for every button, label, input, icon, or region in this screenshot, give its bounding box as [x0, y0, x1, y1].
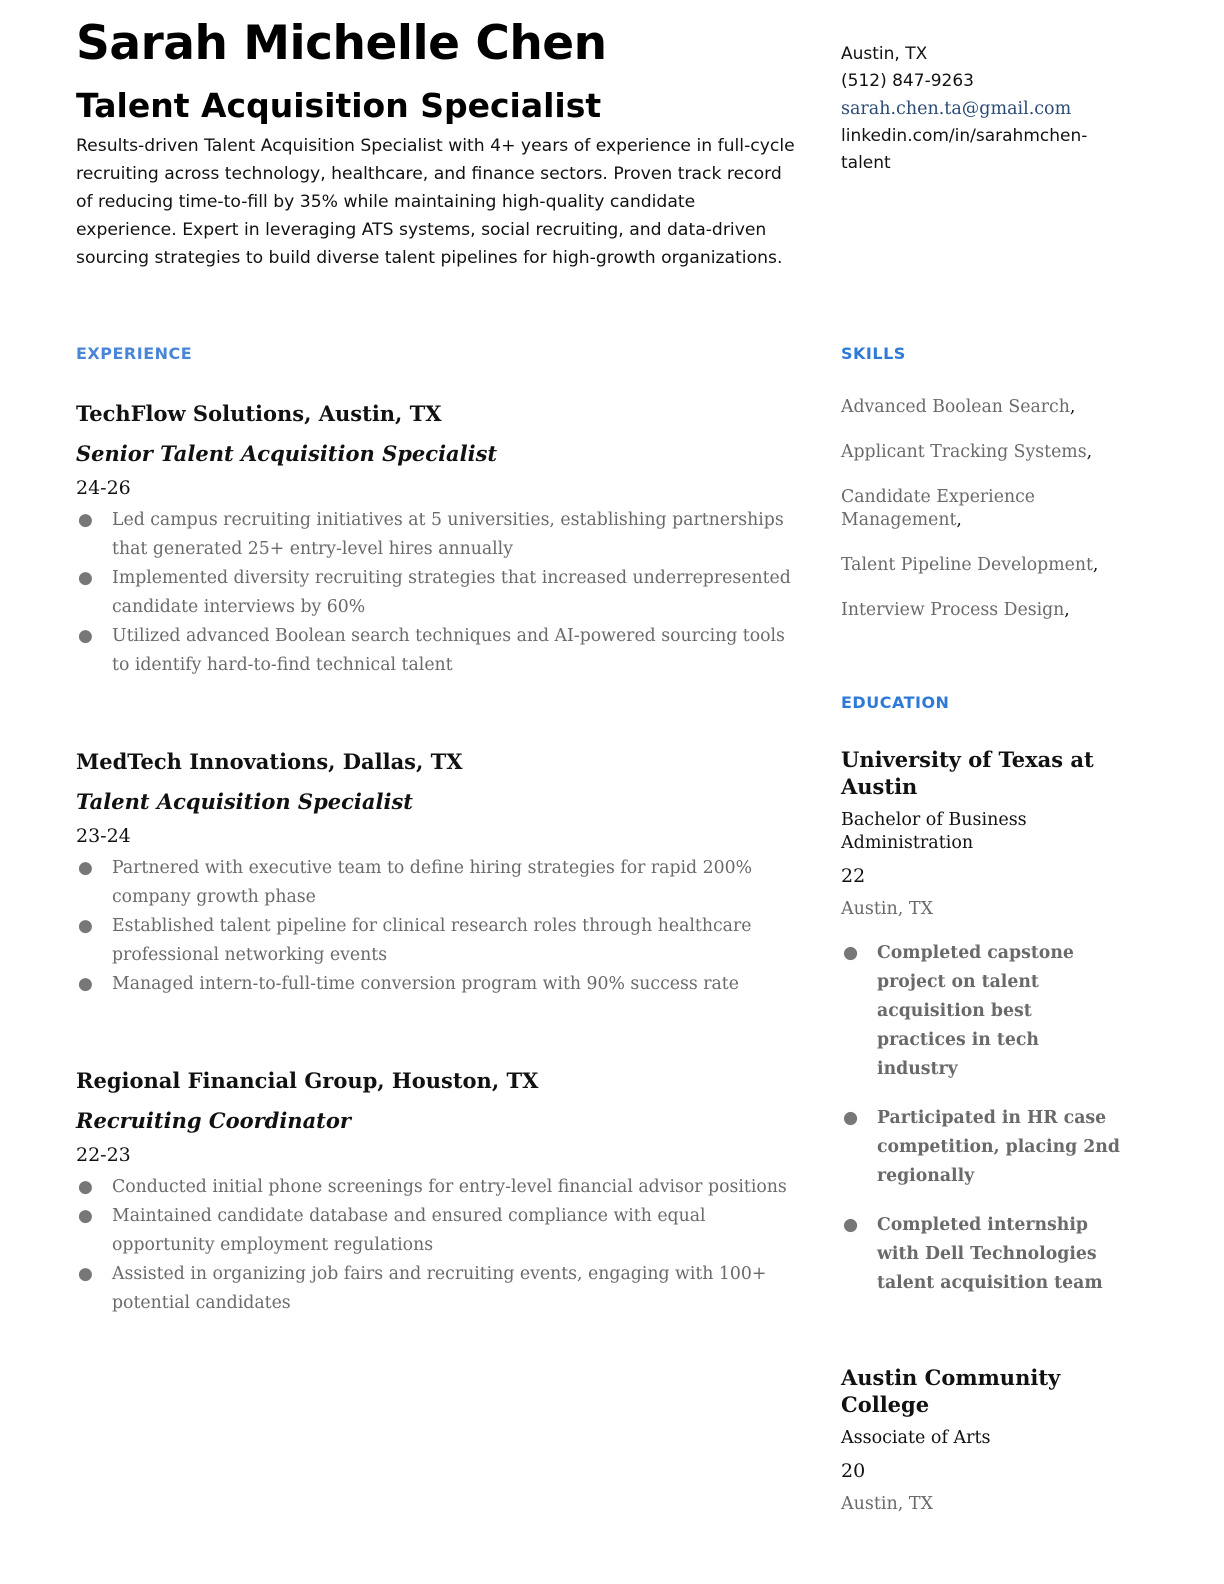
job-bullet [76, 912, 796, 970]
skill-label: Talent Pipeline Development [841, 555, 1093, 575]
bullet-dot-icon: ● [78, 1264, 93, 1284]
education-bullet [841, 939, 1121, 1084]
contact-email-link[interactable]: sarah.chen.ta@gmail.com [841, 98, 1072, 119]
education-heading: EDUCATION [841, 693, 950, 712]
bullet-dot-icon: ● [78, 1177, 93, 1197]
professional-summary: Results-driven Talent Acquisition Specialist with 4+ years of experience in full-cycle recruiting across technology, healthcare, and finance sectors. Proven track record of reducing time-to-fill by 35% while maintaining high-quality candidate experience. Expert in leveraging ATS systems, social recruiting, and data-driven sourcing strategies to build diverse talent pipelines for high-growth organizations. [76, 136, 795, 268]
skills-heading: SKILLS [841, 344, 906, 363]
experience-heading: EXPERIENCE [76, 344, 193, 363]
school-location: Austin, TX [841, 899, 934, 919]
degree-name: Associate of Arts [841, 1428, 991, 1448]
skill-label: Candidate Experience Management [841, 487, 1035, 530]
bullet-dot-icon: ● [78, 974, 93, 994]
job-bullet [76, 1173, 796, 1202]
education-bullet-text: Participated in HR case competition, placing 2nd regionally [877, 1108, 1120, 1186]
skill-item [841, 396, 1131, 419]
skill-item [841, 599, 1131, 622]
experience-entry [76, 399, 796, 680]
bullet-dot-icon: ● [78, 626, 93, 646]
job-bullet [76, 854, 796, 912]
job-bullet-text: Maintained candidate database and ensured compliance with equal opportunity employment regulations [112, 1206, 706, 1255]
bullet-dot-icon: ● [843, 1215, 859, 1235]
job-bullet [76, 622, 796, 680]
job-bullet [76, 1260, 796, 1318]
company-name: Regional Financial Group, Houston, TX [76, 1068, 539, 1093]
job-bullet-text: Led campus recruiting initiatives at 5 universities, establishing partnerships that generated 25+ entry-level hires annually [112, 510, 784, 559]
contact-phone: (512) 847-9263 [841, 71, 974, 92]
resume-job-title: Talent Acquisition Specialist [76, 86, 602, 125]
job-bullets [76, 854, 796, 999]
job-dates: 22-23 [76, 1144, 131, 1166]
contact-location: Austin, TX [841, 44, 928, 64]
job-bullet [76, 564, 796, 622]
contact-linkedin-line2: talent [841, 153, 891, 174]
education-bullet [841, 1104, 1121, 1191]
experience-entry [76, 1066, 796, 1318]
degree-name: Bachelor of Business Administration [841, 810, 1027, 853]
company-name: MedTech Innovations, Dallas, TX [76, 749, 463, 774]
school-location: Austin, TX [841, 1494, 934, 1514]
job-bullet [76, 970, 796, 999]
school-name: University of Texas at Austin [841, 747, 1094, 799]
job-dates: 23-24 [76, 825, 131, 847]
job-bullet-text: Managed intern-to-full-time conversion program with 90% success rate [112, 974, 739, 994]
job-role: Recruiting Coordinator [76, 1108, 351, 1133]
school-name: Austin Community College [841, 1365, 1061, 1417]
job-bullets [76, 1173, 796, 1318]
bullet-dot-icon: ● [78, 858, 93, 878]
job-role: Senior Talent Acquisition Specialist [76, 441, 498, 466]
contact-linkedin-line1: linkedin.com/in/sarahmchen- [841, 125, 1088, 146]
bullet-dot-icon: ● [843, 1108, 859, 1128]
bullet-dot-icon: ● [78, 568, 93, 588]
skill-label: Advanced Boolean Search [841, 397, 1070, 417]
job-bullet-text: Implemented diversity recruiting strategies that increased underrepresented candidate interviews by 60% [112, 568, 791, 617]
job-dates: 24-26 [76, 477, 131, 499]
job-bullet-text: Established talent pipeline for clinical research roles through healthcare professional networking events [112, 916, 752, 965]
education-bullets [841, 939, 1121, 1298]
job-bullet-text: Assisted in organizing job fairs and recruiting events, engaging with 100+ potential candidates [112, 1264, 767, 1313]
education-bullet-text: Completed capstone project on talent acquisition best practices in tech industry [877, 943, 1074, 1079]
skill-separator: , [956, 510, 962, 530]
education-entry [841, 746, 1121, 1318]
skill-separator: , [1064, 600, 1070, 620]
experience-entry [76, 747, 796, 999]
job-bullet [76, 1202, 796, 1260]
skill-item [841, 441, 1131, 464]
skill-label: Applicant Tracking Systems [841, 442, 1087, 462]
education-entry [841, 1364, 1121, 1518]
contact-info [841, 41, 1141, 177]
bullet-dot-icon: ● [843, 943, 859, 963]
job-bullet-text: Utilized advanced Boolean search techniques and AI-powered sourcing tools to identify hard-to-find technical talent [112, 626, 785, 675]
job-role: Talent Acquisition Specialist [76, 789, 413, 814]
job-bullet [76, 506, 796, 564]
job-bullets [76, 506, 796, 680]
bullet-dot-icon: ● [78, 510, 93, 530]
bullet-dot-icon: ● [78, 1206, 93, 1226]
skills-list [841, 396, 1131, 644]
job-bullet-text: Partnered with executive team to define hiring strategies for rapid 200% company growth phase [112, 858, 752, 907]
skill-item [841, 554, 1131, 577]
skill-label: Interview Process Design [841, 600, 1065, 620]
job-bullet-text: Conducted initial phone screenings for entry-level financial advisor positions [112, 1177, 787, 1197]
skill-separator: , [1092, 555, 1099, 575]
graduation-year: 20 [841, 1460, 866, 1482]
graduation-year: 22 [841, 865, 866, 887]
education-bullet [841, 1211, 1121, 1298]
company-name: TechFlow Solutions, Austin, TX [76, 401, 442, 426]
skill-separator: , [1086, 442, 1093, 462]
resume-name: Sarah Michelle Chen [76, 16, 607, 71]
education-bullet-text: Completed internship with Dell Technologies talent acquisition team [877, 1215, 1103, 1293]
bullet-dot-icon: ● [78, 916, 93, 936]
skill-separator: , [1069, 397, 1076, 417]
skill-item [841, 486, 1071, 532]
